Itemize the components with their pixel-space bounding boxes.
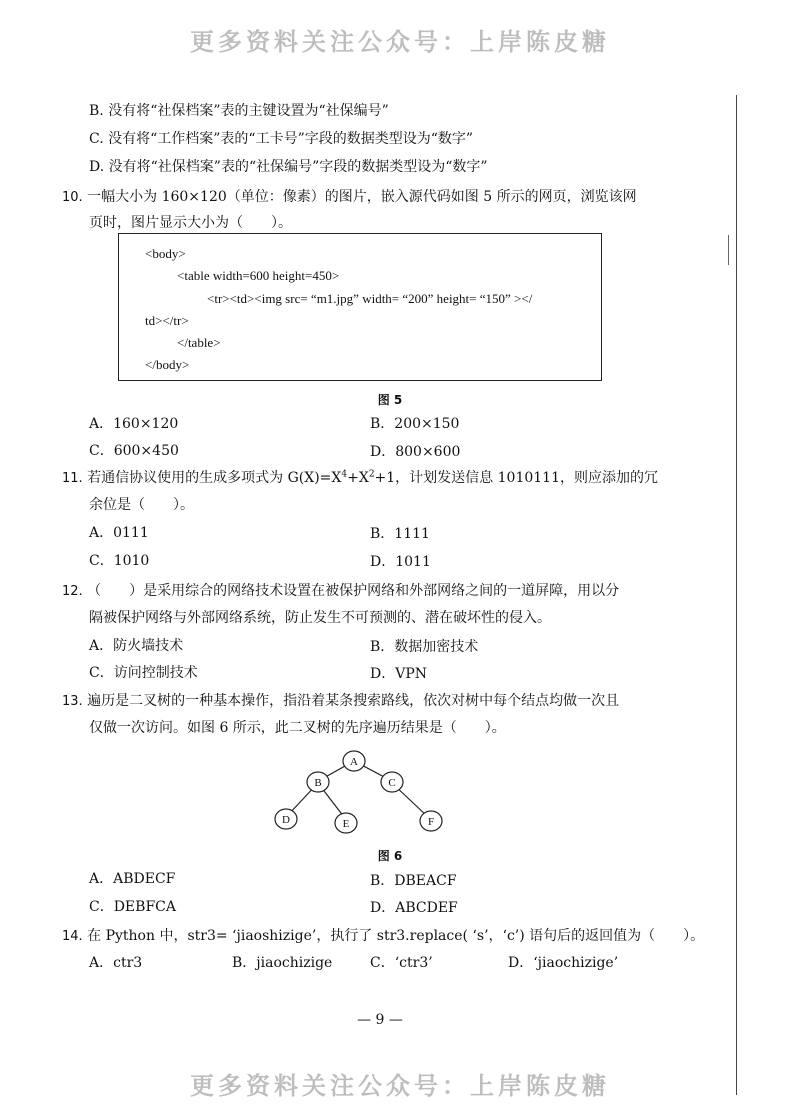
code-line: </table> (177, 335, 221, 350)
tree-node-d: D (282, 814, 290, 826)
q14-stem-line1 (62, 925, 704, 945)
q14-option-b: B．jiaochizige (232, 955, 333, 971)
q13-option-c: C．DEBFCA (89, 899, 176, 915)
q11-text-b: +X (347, 470, 369, 486)
q11-option-a: A．0111 (89, 525, 149, 541)
q13-option-d: D．ABCDEF (370, 900, 458, 916)
q12-option-a: A．防火墙技术 (89, 638, 184, 654)
code-line: <body> (145, 246, 186, 261)
q11-option-c: C．1010 (89, 553, 150, 569)
q9-option-c: C. 没有将“工作档案”表的“工卡号”字段的数据类型设为“数字” (89, 131, 474, 147)
tree-node-c: C (388, 777, 396, 789)
q14-text: 在 Python 中，str3= ‘jiaoshizige’，执行了 str3.replace( ‘s’，‘c’) 语句后的返回值为（ ）。 (87, 928, 705, 944)
q11-exp2: 2 (368, 469, 375, 480)
code-box (118, 233, 602, 381)
binary-tree-diagram (260, 745, 460, 840)
q10-stem-line1 (62, 186, 637, 206)
margin-rule-short (728, 235, 729, 265)
watermark-top: 更多资料关注公众号：上岸陈皮糖 (190, 28, 610, 56)
watermark-bottom: 更多资料关注公众号：上岸陈皮糖 (190, 1072, 610, 1100)
q9-option-b: B. 没有将“社保档案”表的主键设置为“社保编号” (89, 103, 389, 119)
question-number: 10. (62, 190, 83, 205)
q12-stem-line2: 隔被保护网络与外部网络系统，防止发生不可预测的、潜在破坏性的侵入。 (89, 610, 551, 626)
question-number: 11. (62, 471, 83, 486)
q13-option-a: A．ABDECF (89, 871, 176, 887)
q10-option-a: A．160×120 (89, 416, 179, 432)
q11-text-c: +1，计划发送信息 1010111，则应添加的冗 (374, 470, 658, 486)
q11-option-b: B．1111 (370, 526, 430, 542)
code-line: <tr><td><img src= “m1.jpg” width= “200” height= “150” ></ (207, 291, 533, 306)
tree-node-f: F (427, 816, 435, 828)
code-line: </body> (145, 357, 190, 372)
figure-caption: 图 6 (377, 849, 403, 863)
code-line: td></tr> (145, 313, 189, 328)
q14-option-a: A．ctr3 (89, 955, 143, 971)
figure-caption: 图 5 (377, 393, 403, 407)
q10-option-d: D．800×600 (370, 444, 461, 460)
code-line: <table width=600 height=450> (177, 268, 340, 283)
q12-option-b: B．数据加密技术 (370, 639, 479, 655)
q13-option-b: B．DBEACF (370, 873, 457, 889)
q10-text: 一幅大小为 160×120（单位：像素）的图片，嵌入源代码如图 5 所示的网页，浏览该网 (87, 189, 637, 205)
q9-option-d: D. 没有将“社保档案”表的“社保编号”字段的数据类型设为“数字” (89, 159, 488, 175)
question-number: 12. (62, 584, 83, 599)
q13-text: 遍历是二叉树的一种基本操作，指沿着某条搜索路线，依次对树中每个结点均做一次且 (87, 693, 620, 709)
q11-stem-line2: 余位是（ ）。 (89, 497, 194, 513)
q13-stem-line1 (62, 690, 619, 710)
q11-stem-line1 (62, 467, 658, 487)
q11-text-a: 若通信协议使用的生成多项式为 G(X)=X (87, 470, 342, 486)
q11-exp1: 4 (341, 469, 348, 480)
margin-rule (736, 95, 737, 1095)
q10-option-b: B．200×150 (370, 416, 460, 432)
tree-node-e: E (342, 818, 350, 830)
q11-option-d: D．1011 (370, 554, 431, 570)
question-number: 13. (62, 694, 83, 709)
tree-node-b: B (314, 777, 322, 789)
q14-option-c: C．‘ctr3’ (370, 955, 433, 971)
q13-stem-line2: 仅做一次访问。如图 6 所示，此二叉树的先序遍历结果是（ ）。 (89, 720, 506, 736)
q12-option-d: D．VPN (370, 666, 428, 682)
q12-text: （ ）是采用综合的网络技术设置在被保护网络和外部网络之间的一道屏障，用以分 (87, 583, 620, 599)
page-number: — 9 — (357, 1012, 403, 1028)
q14-option-d: D．‘jiaochizige’ (508, 955, 619, 971)
tree-node-a: A (350, 756, 358, 768)
q10-stem-line2: 页时，图片显示大小为（ ）。 (89, 215, 292, 231)
question-number: 14. (62, 929, 83, 944)
q12-stem-line1 (62, 580, 619, 600)
q10-option-c: C．600×450 (89, 443, 179, 459)
q12-option-c: C．访问控制技术 (89, 665, 198, 681)
